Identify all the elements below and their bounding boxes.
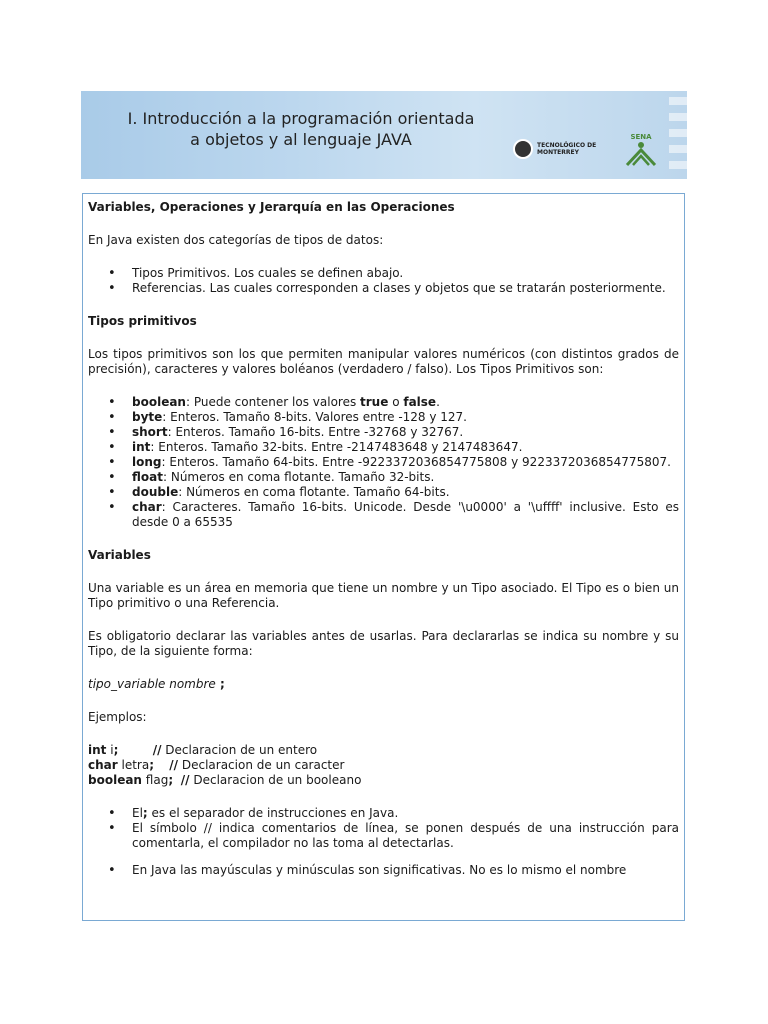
type-desc: : Enteros. Tamaño 64-bits. Entre -9223372036854775808 y 9223372036854775807. (161, 455, 671, 469)
type-item-double (132, 485, 679, 500)
sena-emblem-icon (624, 141, 658, 167)
code-variable: flag (141, 773, 169, 787)
type-name: char (132, 500, 162, 514)
data-categories-list (88, 266, 679, 296)
type-desc: : Enteros. Tamaño 8-bits. Valores entre -128 y 127. (162, 410, 467, 424)
tec-seal-icon (513, 139, 533, 159)
code-keyword: char (88, 758, 118, 772)
note-case-sensitive: • En Java las mayúsculas y minúsculas son significativas. No es lo mismo el nombre (132, 863, 679, 878)
code-variable: letra (117, 758, 150, 772)
primitive-types-list (88, 395, 679, 530)
primitives-intro-paragraph: Los tipos primitivos son los que permiten manipular valores numéricos (con distintos grados de precisión), caracteres y valores boléanos (verdadero / falso). Los Tipos Primitivos son: (88, 347, 679, 376)
type-item-byte (132, 410, 679, 425)
document-content (82, 193, 685, 921)
type-item-long (132, 455, 679, 470)
code-comment-marker: // (169, 758, 179, 772)
type-desc: : Enteros. Tamaño 32-bits. Entre -2147483648 y 2147483647. (150, 440, 523, 454)
type-desc: : Números en coma flotante. Tamaño 64-bits. (178, 485, 450, 499)
list-item: • Tipos Primitivos. Los cuales se definen abajo. (132, 266, 679, 281)
section-heading-variables-operations: Variables, Operaciones y Jerarquía en las Operaciones (88, 200, 455, 214)
type-name: byte (132, 410, 163, 424)
type-desc-end: . (436, 395, 440, 409)
sena-logo-text: SENA (630, 133, 652, 141)
type-name: short (132, 425, 168, 439)
type-name: long (132, 455, 162, 469)
banner-title-line1: I. Introducción a la programación orientada (127, 109, 475, 128)
type-item-float (132, 470, 679, 485)
code-semicolon: ; (113, 743, 119, 757)
code-example-line (88, 743, 679, 758)
code-comment-marker: // (180, 773, 190, 787)
note-separator (132, 806, 679, 821)
declaration-syntax (88, 677, 679, 692)
code-comment-marker: // (152, 743, 162, 757)
note-comments: • El símbolo // indica comentarios de línea, se ponen después de una instrucción para comentarla, el compilador no las toma al detectarlas. (132, 821, 679, 851)
code-keyword: int (88, 743, 107, 757)
code-examples (88, 743, 679, 788)
type-name: boolean (132, 395, 186, 409)
notes-list (88, 806, 679, 878)
variables-paragraph-1: Una variable es un área en memoria que tiene un nombre y un Tipo asociado. El Tipo es o bien un Tipo primitivo o una Referencia. (88, 581, 679, 610)
type-item-int (132, 440, 679, 455)
value-true: true (360, 395, 389, 409)
type-name: int (132, 440, 151, 454)
type-name: double (132, 485, 179, 499)
type-desc-mid: o (388, 395, 404, 409)
type-desc: : Caracteres. Tamaño 16-bits. Unicode. Desde '\u0000' a '\uffff' inclusive. Esto es desde 0 a 65535 (132, 500, 679, 529)
type-desc: : Puede contener los valores (185, 395, 361, 409)
code-example-line (88, 758, 679, 773)
type-name: float (132, 470, 163, 484)
code-semicolon: ; (168, 773, 174, 787)
sena-logo (621, 133, 661, 167)
code-gap (118, 743, 152, 757)
banner-title-line2: a objetos y al lenguaje JAVA (190, 130, 412, 149)
note-text: El (132, 806, 143, 820)
document-banner (81, 91, 687, 179)
variables-paragraph-2: Es obligatorio declarar las variables antes de usarlas. Para declararlas se indica su nombre y su Tipo, de la siguiente forma: (88, 629, 679, 658)
intro-paragraph: En Java existen dos categorías de tipos de datos: (88, 233, 384, 247)
tec-logo-text: TECNOLÓGICO DE MONTERREY (537, 142, 597, 156)
syntax-template: tipo_variable nombre (88, 677, 216, 691)
section-heading-variables: Variables (88, 548, 151, 562)
type-item-short (132, 425, 679, 440)
code-gap (154, 758, 169, 772)
type-desc: : Números en coma flotante. Tamaño 32-bits. (162, 470, 435, 484)
code-comment: Declaracion de un caracter (178, 758, 345, 772)
tec-monterrey-logo (513, 139, 599, 159)
section-heading-primitives: Tipos primitivos (88, 314, 197, 328)
code-gap (173, 773, 181, 787)
type-item-boolean (132, 395, 679, 410)
examples-label: Ejemplos: (88, 710, 147, 724)
type-item-char (132, 500, 679, 530)
code-variable: i (106, 743, 114, 757)
note-text: es el separador de instrucciones en Java. (147, 806, 399, 820)
syntax-semicolon: ; (215, 677, 225, 691)
list-item: • Referencias. Las cuales corresponden a clases y objetos que se tratarán posteriormente. (132, 281, 679, 296)
code-example-line (88, 773, 679, 788)
note-bold: ; (142, 806, 148, 820)
banner-decoration (669, 97, 687, 177)
code-comment: Declaracion de un booleano (189, 773, 362, 787)
code-comment: Declaracion de un entero (161, 743, 318, 757)
code-semicolon: ; (149, 758, 155, 772)
value-false: false (403, 395, 437, 409)
type-desc: : Enteros. Tamaño 16-bits. Entre -32768 y 32767. (167, 425, 464, 439)
code-keyword: boolean (88, 773, 142, 787)
banner-title (81, 108, 521, 150)
